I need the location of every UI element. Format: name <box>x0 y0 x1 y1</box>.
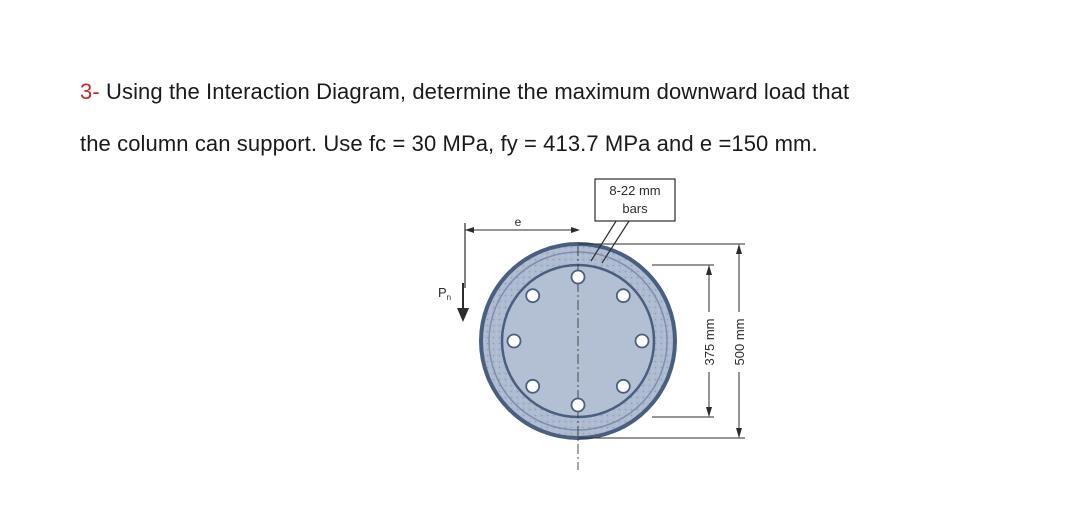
rebar-1 <box>572 271 585 284</box>
load-label-subscript: n <box>446 293 452 302</box>
rebar-7 <box>508 335 521 348</box>
outer-dim-label: 500 mm <box>732 318 747 366</box>
rebar-4 <box>617 380 630 393</box>
problem-text-line-1: Using the Interaction Diagram, determine the maximum downward load that <box>105 79 850 104</box>
rebar-3 <box>636 335 649 348</box>
svg-text:Pn <box>438 285 451 302</box>
rebar-8 <box>526 289 539 302</box>
column-cross-section <box>481 244 675 470</box>
problem-number: 3- <box>80 79 100 104</box>
eccentricity-label: e <box>514 215 522 229</box>
bars-note <box>595 179 675 221</box>
rebar-2 <box>617 289 630 302</box>
rebar-5 <box>572 399 585 412</box>
problem-line-2: the column can support. Use fc = 30 MPa, fy = 413.7 MPa and e =150 mm. <box>80 131 818 156</box>
load-label: P <box>438 285 447 300</box>
bars-label-line-1: 8-22 mm <box>609 183 661 198</box>
axial-load-arrow <box>438 283 469 322</box>
rebar-6 <box>526 380 539 393</box>
core-dim-label: 375 mm <box>702 318 717 366</box>
bars-label-line-2: bars <box>622 201 648 216</box>
